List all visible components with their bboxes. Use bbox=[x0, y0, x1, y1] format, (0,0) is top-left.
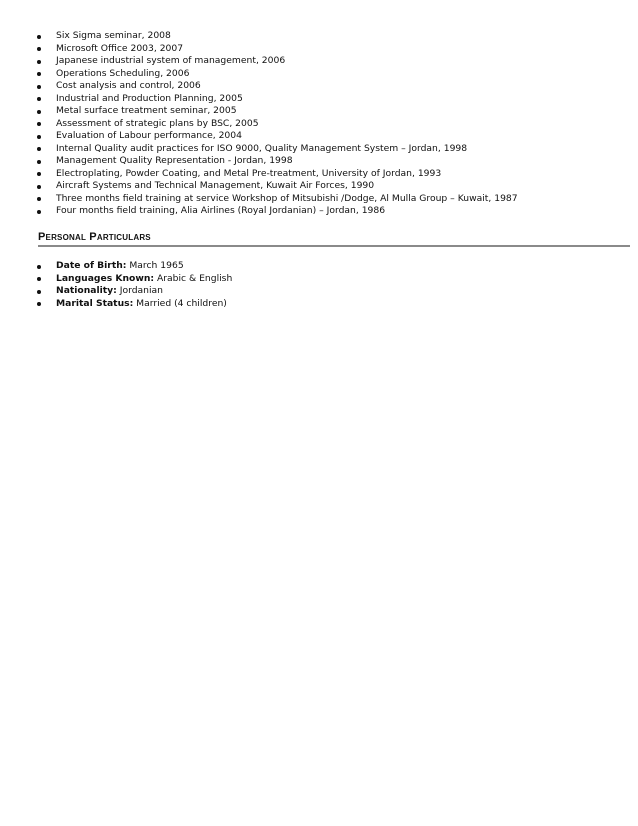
marital-status-value: Married (4 children) bbox=[133, 297, 227, 309]
bullet-icon bbox=[37, 290, 41, 294]
bullet-icon bbox=[37, 302, 41, 306]
training-item-text: Cost analysis and control, 2006 bbox=[56, 80, 201, 91]
training-item-text: Aircraft Systems and Technical Management, Kuwait Air Forces, 1990 bbox=[56, 180, 375, 191]
list-item bbox=[34, 193, 624, 206]
list-item bbox=[34, 118, 624, 131]
training-item-text: Three months field training at service Workshop of Mitsubishi /Dodge, Al Mulla Group – Kuwait, 1987 bbox=[56, 192, 518, 204]
bullet-icon bbox=[37, 277, 41, 281]
bullet-icon bbox=[37, 160, 41, 164]
list-item bbox=[34, 130, 624, 143]
bullet-icon bbox=[37, 265, 41, 269]
training-item-text: Assessment of strategic plans by BSC, 2005 bbox=[56, 117, 259, 129]
bullet-icon bbox=[37, 35, 41, 39]
list-item bbox=[34, 155, 624, 168]
nationality-label: Nationality: bbox=[56, 285, 117, 296]
bullet-icon bbox=[37, 147, 41, 151]
bullet-icon bbox=[37, 110, 41, 114]
section-heading-personal-particulars: Personal Particulars bbox=[38, 231, 630, 247]
training-item-text: Six Sigma seminar, 2008 bbox=[56, 30, 171, 41]
nationality-value: Jordanian bbox=[116, 285, 164, 296]
bullet-icon bbox=[37, 60, 41, 64]
languages-known-value: Arabic & English bbox=[154, 272, 233, 284]
bullet-icon bbox=[37, 172, 41, 176]
bullet-icon bbox=[37, 85, 41, 89]
training-item-text: Japanese industrial system of management, 2006 bbox=[56, 55, 286, 66]
list-item bbox=[34, 55, 624, 68]
list-item bbox=[34, 168, 624, 181]
bullet-icon bbox=[37, 185, 41, 189]
date-of-birth-label: Date of Birth: bbox=[56, 260, 127, 271]
bullet-icon bbox=[37, 97, 41, 101]
personal-particulars-list bbox=[34, 260, 624, 310]
bullet-icon bbox=[37, 197, 41, 201]
list-item bbox=[34, 260, 624, 273]
bullet-icon bbox=[37, 72, 41, 76]
list-item bbox=[34, 285, 624, 298]
training-item-text: Operations Scheduling, 2006 bbox=[56, 67, 190, 79]
bullet-icon bbox=[37, 47, 41, 51]
list-item bbox=[34, 68, 624, 81]
training-item-text: Metal surface treatment seminar, 2005 bbox=[56, 105, 237, 116]
training-item-text: Internal Quality audit practices for ISO 9000, Quality Management System – Jordan, 1998 bbox=[56, 142, 468, 154]
marital-status-label: Marital Status: bbox=[56, 297, 134, 309]
training-item-text: Electroplating, Powder Coating, and Metal Pre-treatment, University of Jordan, 1993 bbox=[56, 167, 442, 179]
list-item bbox=[34, 80, 624, 93]
training-item-text: Industrial and Production Planning, 2005 bbox=[56, 92, 243, 104]
list-item bbox=[34, 43, 624, 56]
training-item-text: Microsoft Office 2003, 2007 bbox=[56, 42, 184, 54]
list-item bbox=[34, 205, 624, 218]
bullet-icon bbox=[37, 210, 41, 214]
list-item bbox=[34, 180, 624, 193]
list-item bbox=[34, 30, 624, 43]
languages-known-label: Languages Known: bbox=[56, 272, 155, 284]
list-item bbox=[34, 143, 624, 156]
date-of-birth-value: March 1965 bbox=[126, 260, 184, 271]
bullet-icon bbox=[37, 135, 41, 139]
list-item bbox=[34, 273, 624, 286]
list-item bbox=[34, 93, 624, 106]
list-item bbox=[34, 105, 624, 118]
bullet-icon bbox=[37, 122, 41, 126]
training-list bbox=[34, 30, 624, 218]
list-item bbox=[34, 298, 624, 311]
training-item-text: Management Quality Representation - Jordan, 1998 bbox=[56, 155, 293, 166]
training-item-text: Four months field training, Alia Airlines (Royal Jordanian) – Jordan, 1986 bbox=[56, 205, 386, 216]
training-item-text: Evaluation of Labour performance, 2004 bbox=[56, 130, 242, 141]
